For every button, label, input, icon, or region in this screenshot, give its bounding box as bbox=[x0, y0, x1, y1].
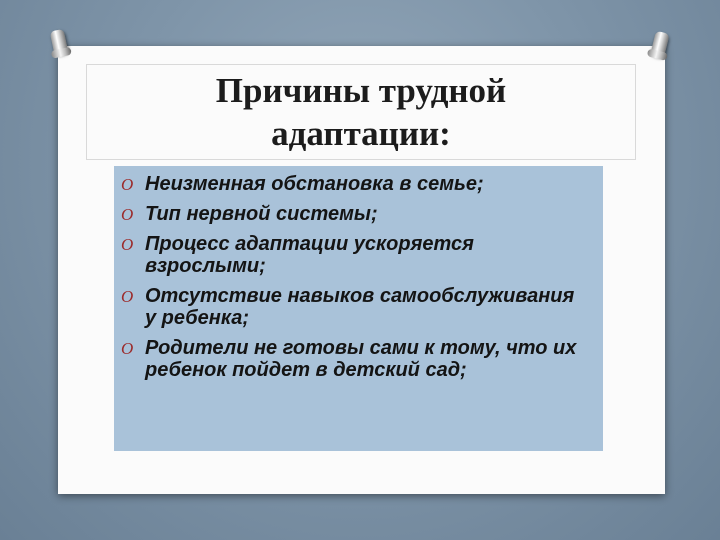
title-box bbox=[86, 64, 636, 160]
pushpin-icon-right bbox=[650, 31, 669, 58]
list-item-text: Отсутствие навыков самообслуживания у ребенка; bbox=[145, 285, 575, 329]
pushpin-icon-left bbox=[50, 29, 69, 55]
bullet-o-icon: O bbox=[121, 205, 134, 224]
list-item bbox=[121, 337, 587, 381]
list-item-text: Неизменная обстановка в семье; bbox=[145, 173, 484, 195]
list-item-text: Родители не готовы сами к тому, что их ребенок пойдет в детский сад; bbox=[145, 337, 577, 381]
list-item bbox=[121, 203, 587, 225]
bullet-o-icon: O bbox=[121, 235, 134, 254]
bullet-o-icon: O bbox=[121, 287, 134, 306]
content-box bbox=[114, 166, 603, 451]
list-item-text: Тип нервной системы; bbox=[145, 203, 378, 225]
bullet-o-icon: O bbox=[121, 339, 134, 358]
bullet-list bbox=[121, 173, 587, 381]
list-item-text: Процесс адаптации ускоряется взрослыми; bbox=[145, 233, 474, 277]
bullet-o-icon: O bbox=[121, 175, 134, 194]
list-item bbox=[121, 285, 587, 329]
list-item bbox=[121, 173, 587, 195]
list-item bbox=[121, 233, 587, 277]
slide-title: Причины трудной адаптации: bbox=[215, 71, 507, 153]
